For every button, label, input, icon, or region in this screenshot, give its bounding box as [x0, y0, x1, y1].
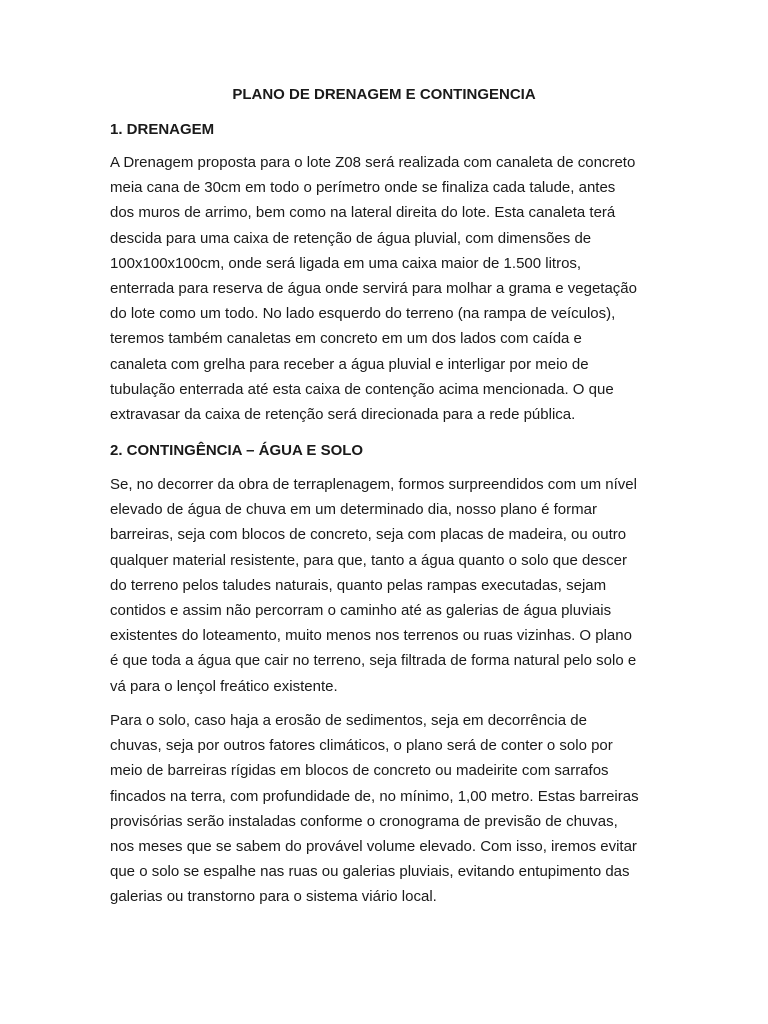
paragraph-line: do lote como um todo. No lado esquerdo do terreno (na rampa de veículos), [110, 305, 616, 323]
paragraph-line: enterrada para reserva de água onde servirá para molhar a grama e vegetação [110, 279, 637, 297]
paragraph-line: canaleta com grelha para receber a água pluvial e interligar por meio de [110, 355, 589, 373]
paragraph-line: chuvas, seja por outros fatores climáticos, o plano será de conter o solo por [110, 737, 613, 755]
paragraph-line: galerias ou transtorno para o sistema viário local. [110, 888, 437, 906]
paragraph-line: dos muros de arrimo, bem como na lateral direita do lote. Esta canaleta terá [110, 204, 616, 222]
paragraph-line: teremos também canaletas em concreto em um dos lados com caída e [110, 330, 582, 348]
paragraph-drenagem [110, 150, 670, 427]
paragraph-line: existentes do loteamento, muito menos nos terrenos ou ruas vizinhas. O plano [110, 627, 632, 645]
paragraph-contingencia-solo [110, 708, 670, 910]
section-heading-drenagem: 1. DRENAGEM [110, 121, 215, 138]
paragraph-line: Se, no decorrer da obra de terraplenagem, formos surpreendidos com um nível [110, 476, 637, 493]
paragraph-line: 100x100x100cm, onde será ligada em uma caixa maior de 1.500 litros, [110, 254, 582, 272]
paragraph-line: é que toda a água que cair no terreno, seja filtrada de forma natural pelo solo e [110, 652, 637, 670]
paragraph-contingencia-agua [110, 472, 670, 699]
paragraph-line: elevado de água de chuva em um determinado dia, nosso plano é formar [110, 501, 597, 519]
paragraph-line: barreiras, seja com blocos de concreto, seja com placas de madeira, ou outro [110, 526, 627, 544]
paragraph-line: extravasar da caixa de retenção será direcionada para a rede pública. [110, 405, 576, 423]
document-title: PLANO DE DRENAGEM E CONTINGENCIA [232, 86, 536, 103]
paragraph-line: descida para uma caixa de retenção de água pluvial, com dimensões de [110, 229, 592, 247]
paragraph-line: A Drenagem proposta para o lote Z08 será realizada com canaleta de concreto [110, 154, 636, 171]
paragraph-line: provisórias serão instaladas conforme o cronograma de previsão de chuvas, [110, 812, 618, 830]
paragraph-line: Para o solo, caso haja a erosão de sedimentos, seja em decorrência de [110, 712, 587, 729]
paragraph-line: fincados na terra, com profundidade de, no mínimo, 1,00 metro. Estas barreiras [110, 787, 639, 805]
paragraph-line: contidos e assim não percorram o caminho até as galerias de água pluviais [110, 601, 612, 619]
paragraph-line: meia cana de 30cm em todo o perímetro onde se finaliza cada talude, antes [110, 179, 616, 197]
paragraph-line: nos meses que se sabem do provável volume elevado. Com isso, iremos evitar [110, 837, 637, 855]
paragraph-line: meio de barreiras rígidas em blocos de concreto ou madeirite com sarrafos [110, 762, 609, 780]
paragraph-line: vá para o lençol freático existente. [110, 677, 338, 695]
paragraph-line: qualquer material resistente, para que, tanto a água quanto o solo que descer [110, 551, 628, 569]
paragraph-line: que o solo se espalhe nas ruas ou galerias pluviais, evitando entupimento das [110, 863, 630, 881]
paragraph-line: tubulação enterrada até esta caixa de contenção acima mencionada. O que [110, 380, 614, 398]
paragraph-line: do terreno pelos taludes naturais, quanto pelas rampas executadas, sejam [110, 576, 607, 594]
section-heading-contingencia: 2. CONTINGÊNCIA – ÁGUA E SOLO [110, 442, 364, 459]
